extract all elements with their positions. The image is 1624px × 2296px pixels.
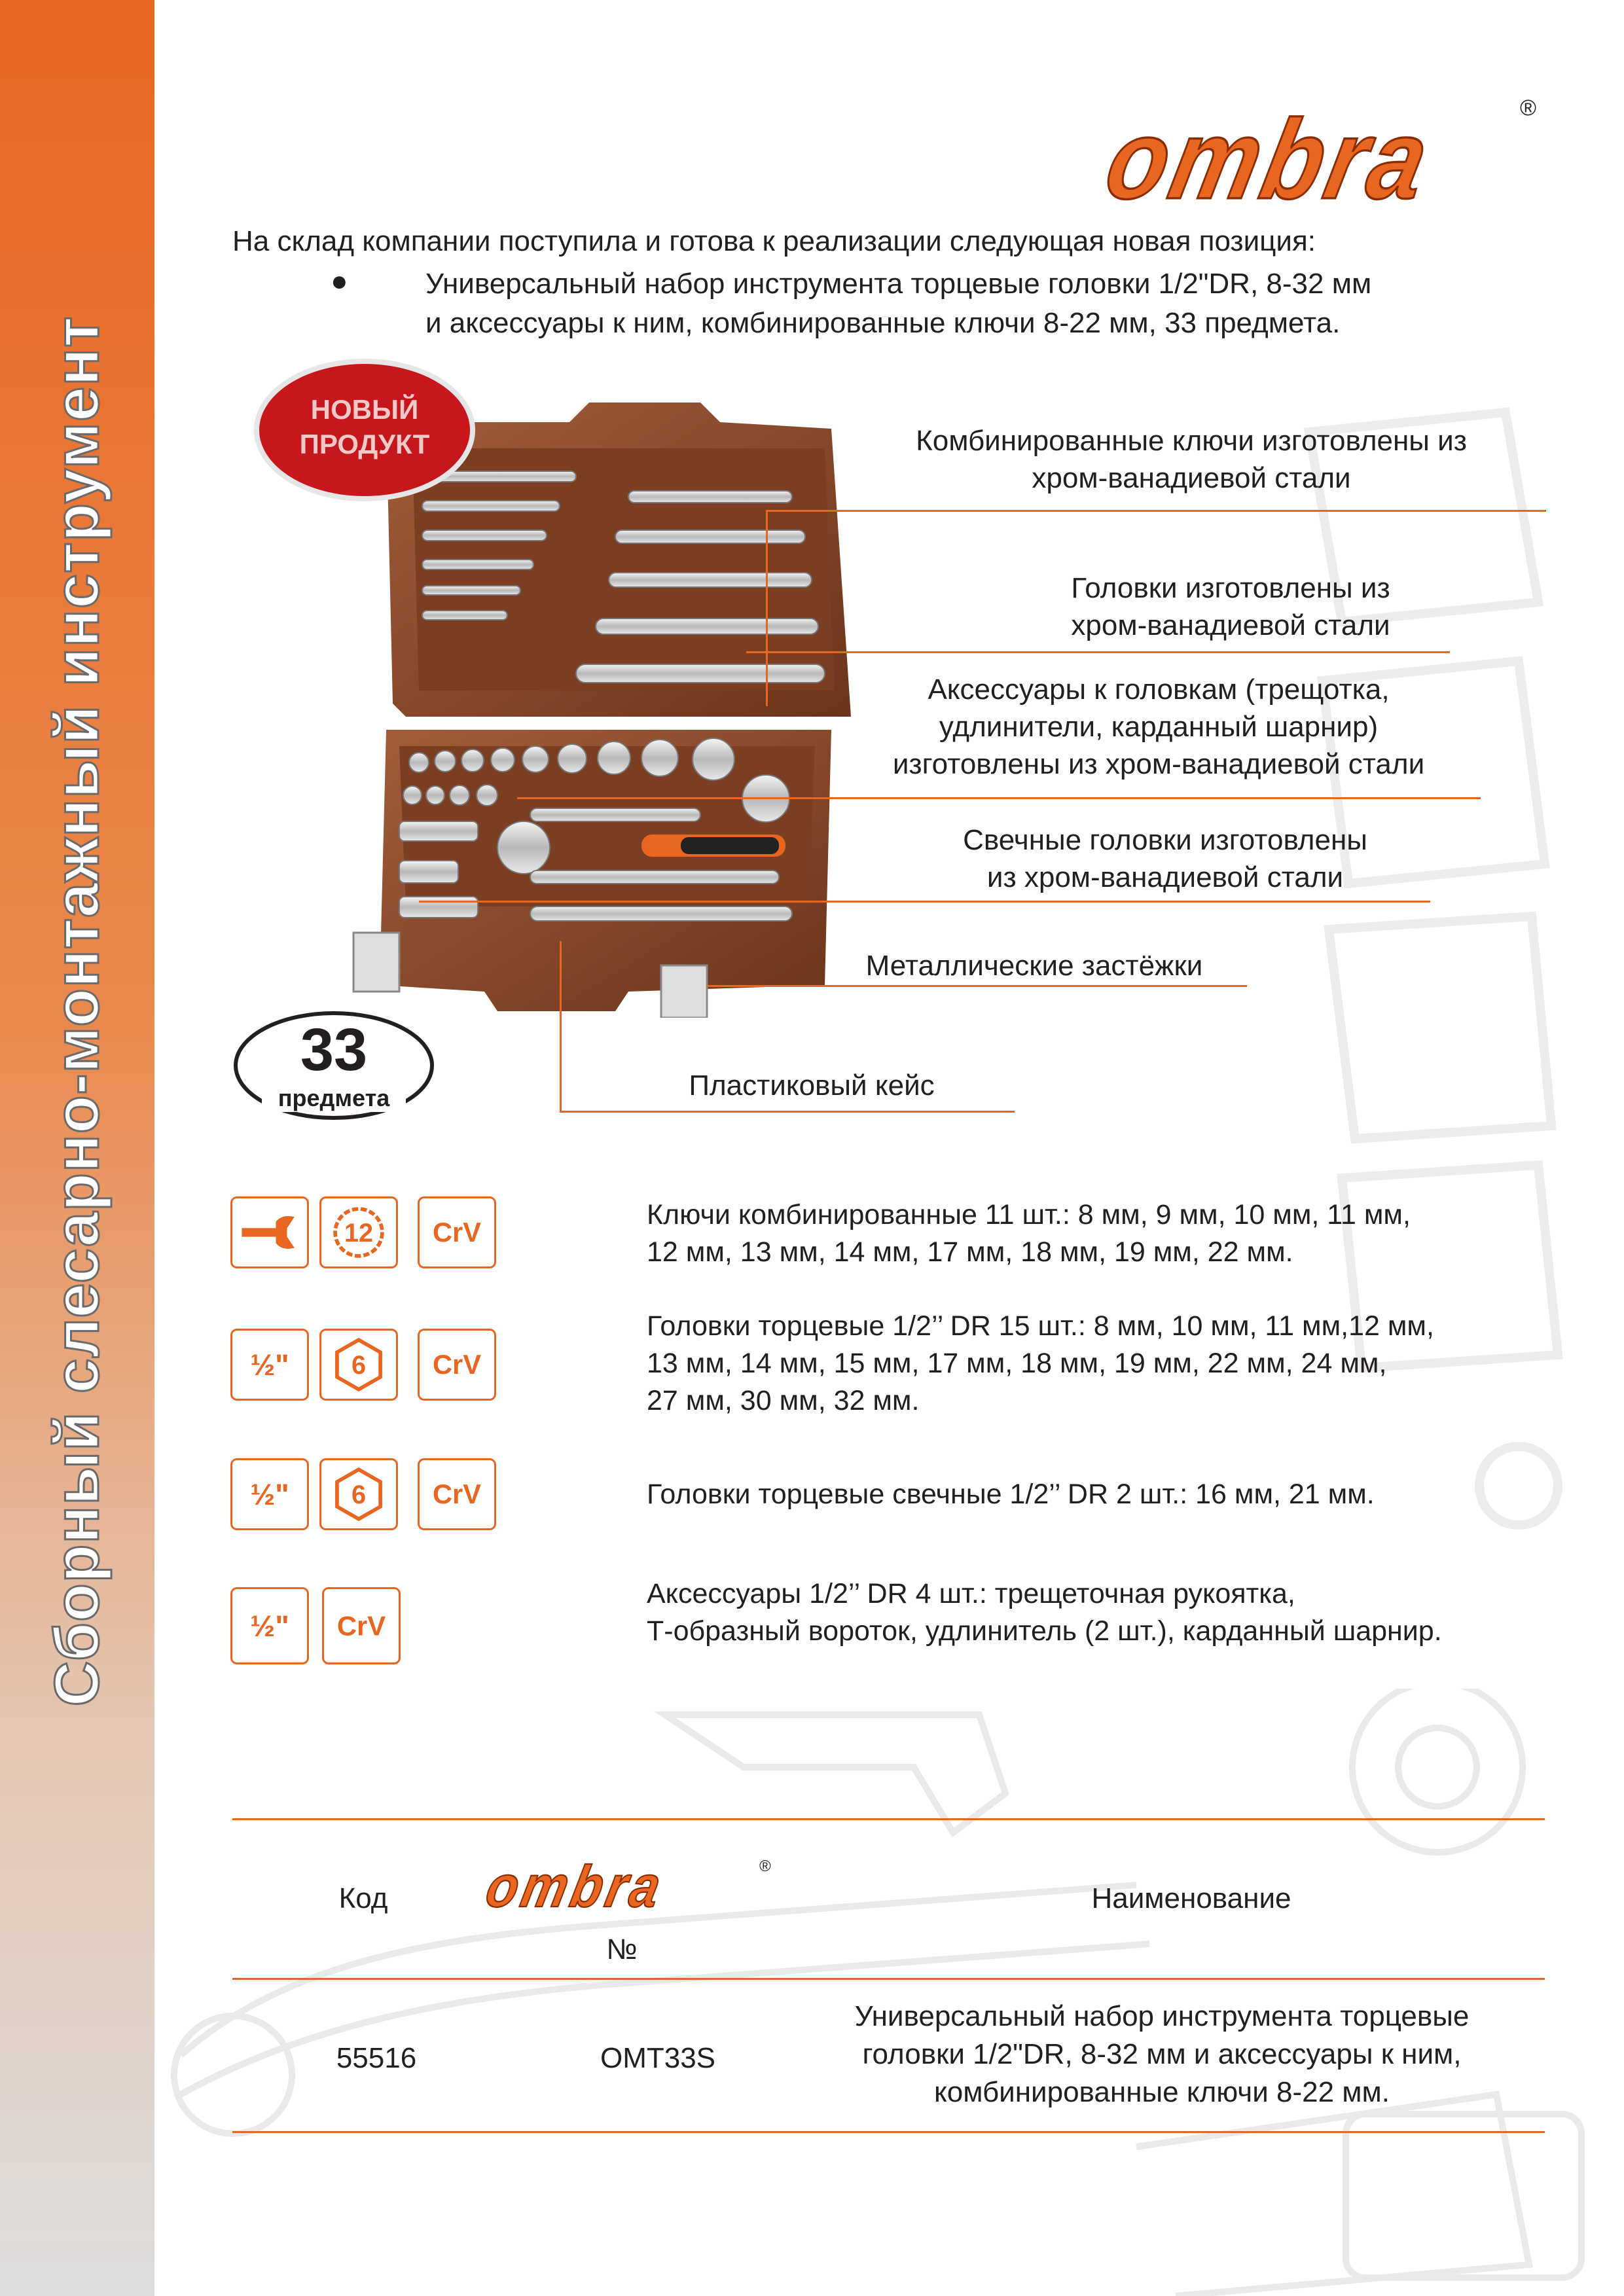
table-registered-mark: ® xyxy=(759,1857,771,1875)
bullet-text xyxy=(425,264,1578,343)
crv-icon xyxy=(418,1458,496,1530)
table-bottom-rule xyxy=(232,2131,1545,2133)
table-top-rule xyxy=(232,1818,1545,1820)
col-header-name: Наименование xyxy=(1091,1882,1291,1914)
half-inch-icon xyxy=(230,1458,309,1530)
sidebar xyxy=(0,0,154,2296)
spec-wrenches: Ключи комбинированные 11 шт.: 8 мм, 9 мм, 10 мм, 11 мм, 12 мм, 13 мм, 14 мм, 17 мм, 18 мм, 19 мм, 22 мм. xyxy=(647,1199,1411,1268)
crv-icon xyxy=(418,1329,496,1401)
svg-text:½": ½" xyxy=(250,1609,289,1643)
item-count-label: предмета xyxy=(278,1085,390,1111)
leader-latches xyxy=(707,985,1247,987)
leader-case-drop xyxy=(560,941,562,1113)
col-header-code: Код xyxy=(338,1882,388,1914)
callout-wrenches: Комбинированные ключи изготовлены из хром-ванадиевой стали xyxy=(916,425,1467,494)
leader-wrenches xyxy=(766,510,1546,512)
callout-case: Пластиковый кейс xyxy=(689,1069,935,1102)
new-badge-line-1: НОВЫЙ xyxy=(310,394,419,425)
bullet-line-1: Универсальный набор инструмента торцевые головки 1/2"DR, 8-32 мм xyxy=(425,268,1372,300)
leader-case xyxy=(560,1111,1015,1113)
callout-latches: Металлические застёжки xyxy=(865,950,1203,982)
brand-logo: ombra xyxy=(1096,96,1443,223)
cell-article: OMT33S xyxy=(600,2042,716,2074)
svg-text:12: 12 xyxy=(344,1219,374,1248)
table-row xyxy=(232,1984,1545,2122)
leader-accessories xyxy=(517,797,1481,799)
bullet-line-2: и аксессуары к ним, комбинированные ключи 8-22 мм, 33 предмета. xyxy=(425,307,1341,339)
spec-sockets: Головки торцевые 1/2’’ DR 15 шт.: 8 мм, 10 мм, 11 мм,12 мм, 13 мм, 14 мм, 15 мм, 17 мм, 18 мм, 19 мм, 22 мм, 24 мм, 27 мм, 30 мм, 32 мм. xyxy=(647,1310,1434,1416)
item-count: 33 xyxy=(300,1016,368,1083)
svg-text:6: 6 xyxy=(351,1351,367,1380)
bullet-marker: ● xyxy=(331,265,348,297)
registered-mark: ® xyxy=(1520,96,1537,120)
leader-spark-sockets xyxy=(419,901,1430,903)
leader-sockets xyxy=(746,651,1450,653)
callout-sockets: Головки изготовлены из хром-ванадиевой стали xyxy=(1071,572,1390,641)
spec-accessories: Аксессуары 1/2’’ DR 4 шт.: трещеточная рукоятка, Т-образный вороток, удлинитель (2 шт.), карданный шарнир. xyxy=(647,1578,1442,1647)
six-point-icon xyxy=(319,1329,398,1401)
svg-text:CrV: CrV xyxy=(433,1349,481,1380)
svg-text:½": ½" xyxy=(250,1478,289,1512)
twelve-point-icon xyxy=(319,1196,398,1268)
cell-name: Универсальный набор инструмента торцевые головки 1/2"DR, 8-32 мм и аксессуары к ним, комбинированные ключи 8-22 мм. xyxy=(854,2000,1470,2108)
half-inch-icon xyxy=(230,1329,309,1401)
half-inch-icon xyxy=(230,1587,309,1664)
table-header-rule xyxy=(232,1978,1545,1980)
svg-text:½": ½" xyxy=(250,1348,289,1382)
leader-wrenches-drop xyxy=(766,510,768,706)
table-brand-logo: ombra xyxy=(480,1853,671,1920)
crv-icon xyxy=(322,1587,401,1664)
svg-text:CrV: CrV xyxy=(433,1217,481,1248)
sidebar-title: Сборный слесарно-монтажный инструмент xyxy=(42,315,112,1707)
wrench-icon xyxy=(230,1196,309,1268)
svg-text:6: 6 xyxy=(351,1480,367,1510)
new-product-badge xyxy=(252,357,478,504)
six-point-icon xyxy=(319,1458,398,1530)
intro-line: На склад компании поступила и готова к реализации следующая новая позиция: xyxy=(232,225,1316,257)
new-badge-line-2: ПРОДУКТ xyxy=(299,429,430,459)
svg-text:CrV: CrV xyxy=(336,1610,386,1641)
item-count-badge xyxy=(229,1008,439,1122)
crv-icon xyxy=(418,1196,496,1268)
callout-accessories: Аксессуары к головкам (трещотка, удлинители, карданный шарнир) изготовлены из хром-ванадиевой стали xyxy=(892,673,1425,780)
callout-spark-sockets: Свечные головки изготовлены из хром-ванадиевой стали xyxy=(963,824,1367,893)
cell-code: 55516 xyxy=(336,2042,417,2074)
spec-spark-sockets: Головки торцевые свечные 1/2’’ DR 2 шт.: 16 мм, 21 мм. xyxy=(647,1479,1375,1510)
col-header-number: № xyxy=(606,1933,638,1965)
svg-text:CrV: CrV xyxy=(433,1479,481,1510)
